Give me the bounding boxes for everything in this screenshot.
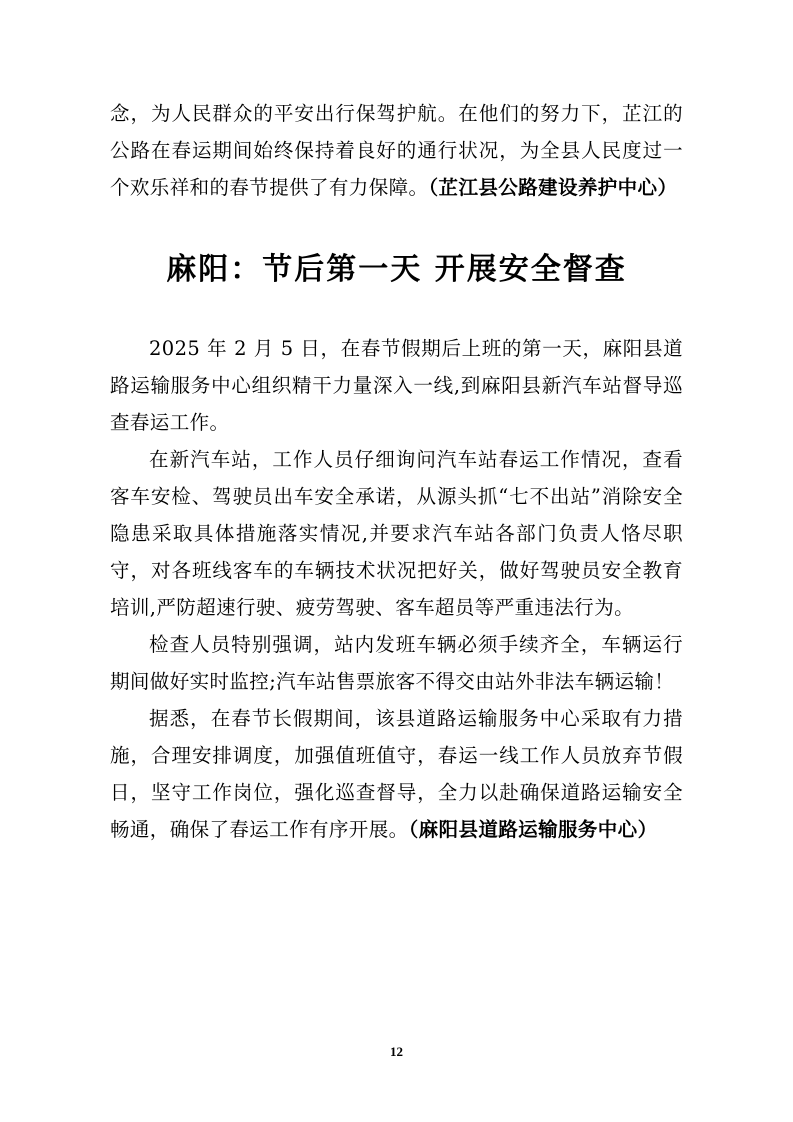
article-headline: 麻阳：节后第一天 开展安全督查 — [166, 252, 627, 287]
body-paragraph-2: 在新汽车站，工作人员仔细询问汽车站春运工作情况，查看客车安检、驾驶员出车安全承诺，从源头抓“七不出站”消除安全隐患采取具体措施落实情况,并要求汽车站各部门负责人恪尽职守，对各班线客车的车辆技术状况把好关，做好驾驶员安全教育培训,严防超速行驶、疲劳驾驶、客车超员等严重违法行为。 — [110, 448, 683, 619]
intro-paragraph-text: 念，为人民群众的平安出行保驾护航。在他们的努力下，芷江的公路在春运期间始终保持着良好的通行状况，为全县人民度过一个欢乐祥和的春节提供了有力保障。 — [110, 102, 683, 199]
final-paragraph — [110, 700, 683, 848]
final-paragraph-attribution: （麻阳县道路运输服务中心） — [408, 818, 658, 841]
intro-paragraph-attribution: （芷江县公路建设养护中心） — [428, 176, 678, 199]
document-body — [110, 95, 683, 848]
body-paragraph-1: 2025 年 2 月 5 日，在春节假期后上班的第一天，麻阳县道路运输服务中心组织精干力量深入一线,到麻阳县新汽车站督导巡查春运工作。 — [110, 337, 683, 434]
intro-paragraph — [110, 95, 683, 206]
body-paragraph-3: 检查人员特别强调，站内发班车辆必须手续齐全，车辆运行期间做好实时监控;汽车站售票旅客不得交由站外非法车辆运输！ — [110, 633, 683, 693]
page-number: 12 — [390, 1044, 403, 1059]
final-paragraph-text: 据悉，在春节长假期间，该县道路运输服务中心采取有力措施，合理安排调度，加强值班值守，春运一线工作人员放弃节假日，坚守工作岗位，强化巡查督导，全力以赴确保道路运输安全畅通，确保了春运工作有序开展。 — [110, 707, 683, 841]
